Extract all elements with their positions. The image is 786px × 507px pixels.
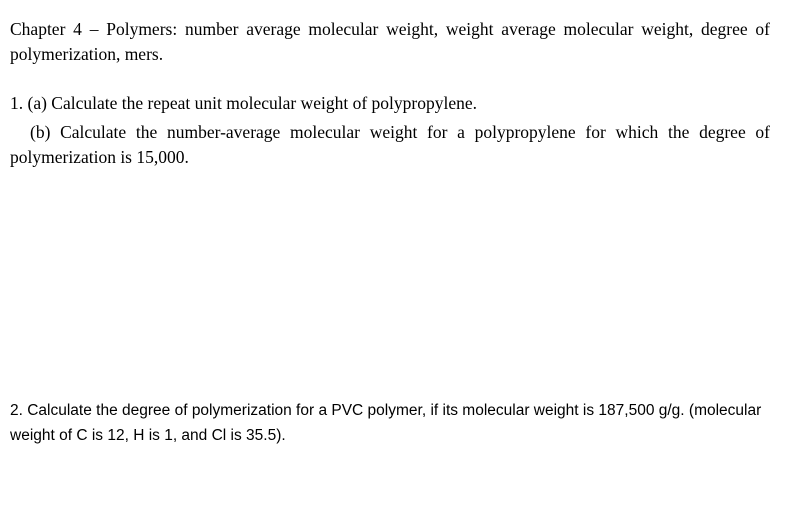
chapter-heading: Chapter 4 – Polymers: number average molecular weight, weight average molecular weight, degree of polymerization, mers. — [10, 19, 770, 64]
question-1-part-a: 1. (a) Calculate the repeat unit molecular weight of polypropylene. — [10, 93, 477, 113]
question-2: 2. Calculate the degree of polymerization for a PVC polymer, if its molecular weight is 187,500 g/g. (molecular weight of C is 12, H is 1, and Cl is 35.5). — [10, 402, 762, 444]
question-1-part-b: (b) Calculate the number-average molecular weight for a polypropylene for which the degree of polymerization is 15,000. — [10, 122, 770, 167]
